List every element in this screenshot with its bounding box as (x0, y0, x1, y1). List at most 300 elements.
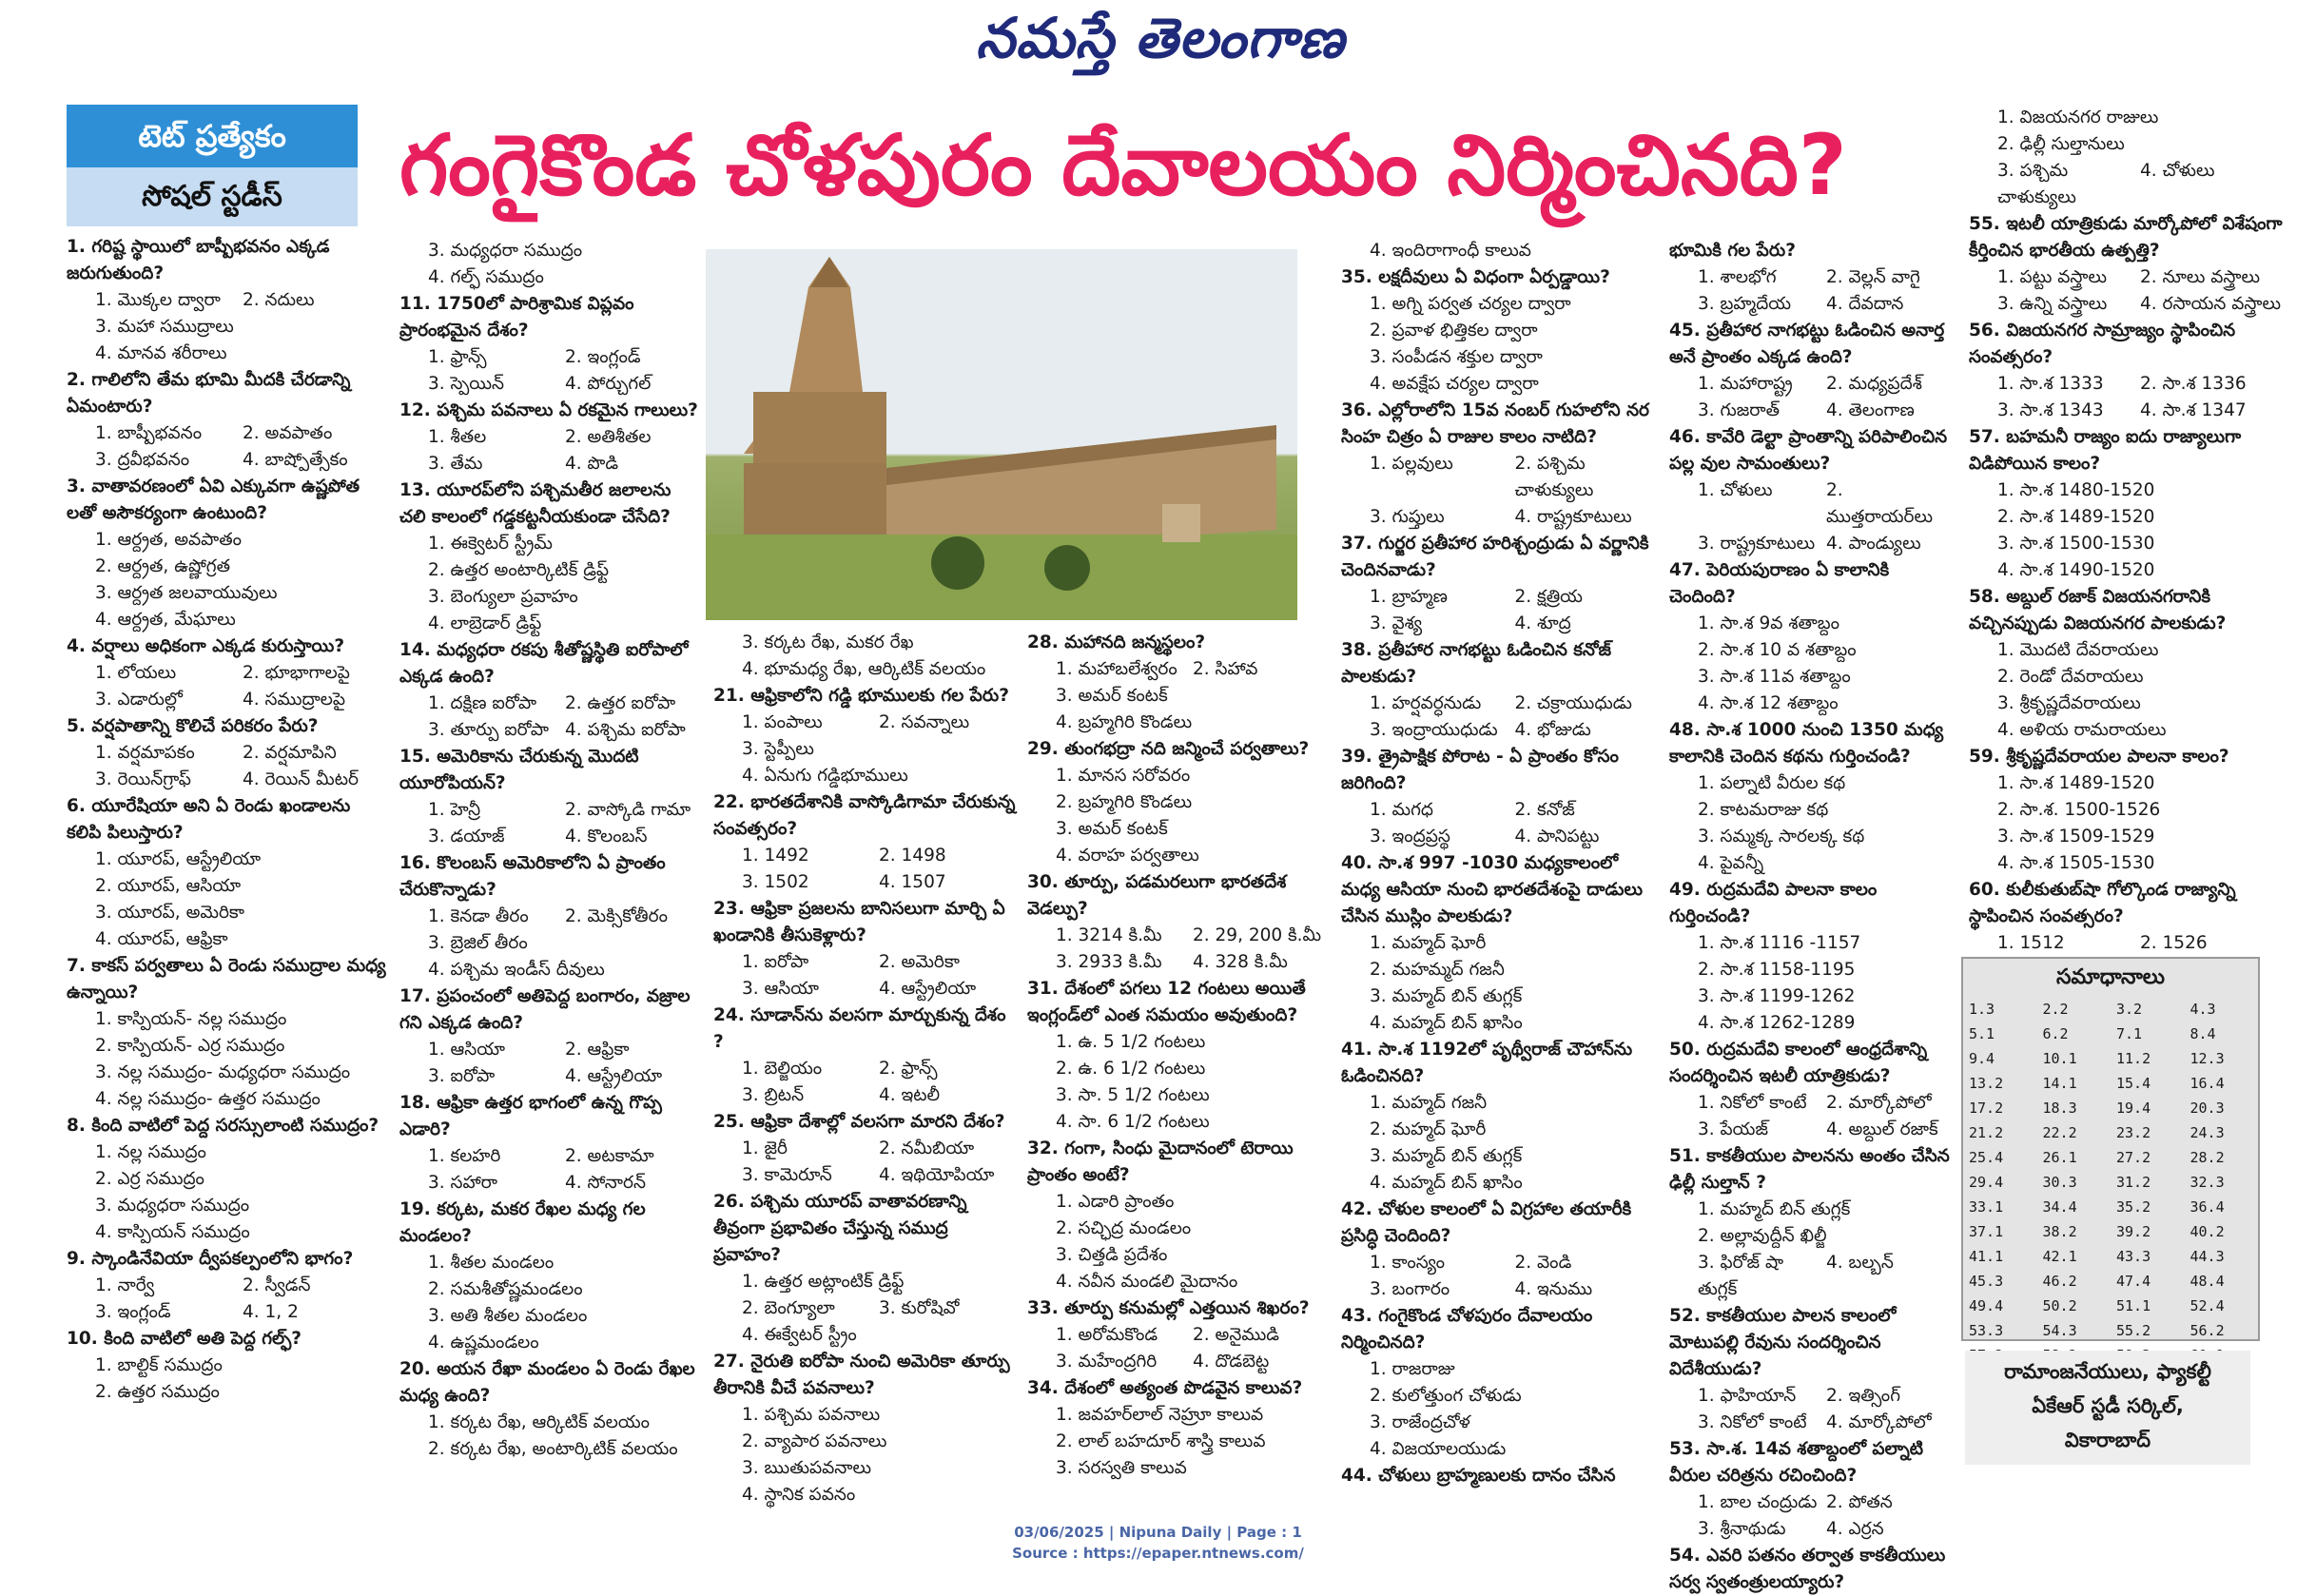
answer-option: 2. సవన్నాలు (879, 712, 970, 732)
answer-option: 4. రసాయన వస్త్రాలు (2140, 294, 2281, 314)
option-row (1969, 398, 2283, 424)
question-text: 39. త్రైపాక్షిక పోరాట - ఏ ప్రాంతం కోసం జరిగింది? (1341, 747, 1619, 793)
section-tag-subject: సోషల్ స్టడీస్ (67, 167, 358, 226)
option-row (1669, 398, 1955, 424)
temple-photo (706, 249, 1297, 620)
option-row (713, 976, 1016, 1002)
option-row (1669, 1489, 1955, 1516)
answer-row (1963, 1170, 2258, 1195)
option-row (1669, 531, 1955, 557)
answer-option: 3. ఉన్ని వస్త్రాలు (1997, 294, 2108, 314)
answer-option: 3. బ్రిటన్ (742, 1085, 805, 1105)
answer-option: 1. నల్ల సముద్రం (95, 1142, 206, 1162)
answer-option: 1. పట్టు వస్త్రాలు (1997, 267, 2107, 287)
answer-option: 1. పల్నాటి వీరుల కథ (1698, 773, 1846, 793)
answer-option: 4. దొడబెట్ట (1193, 1352, 1270, 1372)
answer-cell: 48.4 (2189, 1273, 2225, 1290)
answer-option: 1. మహ్మద్ ఘోరీ (1370, 933, 1487, 953)
question-text: భూమికి గల పేరు? (1669, 241, 1796, 261)
answer-option: 1. ఆర్ద్రత, అవపాతం (95, 530, 242, 550)
questions-column-5 (1341, 238, 1660, 1489)
answer-option: 2. కాస్పియన్- ఎర్ర సముద్రం (95, 1036, 285, 1056)
question-text: 44. చోళులు బ్రాహ్మణులకు దానం చేసిన (1341, 1466, 1616, 1486)
answer-option: 3. తేమ (428, 454, 483, 474)
answer-row (1963, 1096, 2258, 1120)
answer-option: 3. సా.శ 1343 (1997, 400, 2104, 420)
questions-column-1 (67, 234, 390, 1406)
answer-option: 1. అరోమకొండ (1056, 1325, 1158, 1345)
question-text: 56. విజయనగర సామ్రాజ్యం స్థాపించిన సంవత్సరం? (1969, 321, 2236, 367)
answer-cell: 10.1 (2042, 1050, 2077, 1067)
answer-option: 2. వెండి (1514, 1253, 1572, 1273)
answer-option: 4. అళియ రామరాయలు (1997, 720, 2167, 740)
answer-option: 4. అవక్షేప చర్యల ద్వారా (1370, 374, 1539, 394)
answer-cell: 9.4 (1969, 1050, 1995, 1067)
answer-option: 4. 1, 2 (243, 1302, 299, 1322)
option-row (1669, 477, 1955, 531)
question-text: 36. ఎల్లోరాలోని 15వ నంబర్ గుహలోని నర సింహ చిత్రం ఏ రాజుల కాలం నాటిది? (1341, 400, 1649, 447)
answer-option: 3. చిత్తడి ప్రదేశం (1056, 1245, 1168, 1265)
answer-option: 2. వ్యాపార పవనాలు (742, 1431, 887, 1451)
option-row (713, 869, 1016, 896)
answer-option: 2. ఆర్ద్రత, ఉష్ణోగ్రత (95, 556, 230, 576)
question-text: 60. కులీకుతుబ్‌షా గోల్కొండ రాజ్యాన్ని స్థాపించిన సంవత్సరం? (1969, 880, 2236, 926)
option-row (1669, 1383, 1955, 1410)
answer-option: 4. సా.శ 1347 (2140, 400, 2247, 420)
answer-option: 4. రెయిన్ మీటర్ (243, 769, 359, 789)
answers-title: సమాధానాలు (2055, 965, 2166, 989)
answer-option: 4. పశ్చిమ ఐరోపా (565, 720, 686, 740)
answer-option: 2. కాటమరాజు కథ (1698, 800, 1829, 820)
answer-option: 3. ఐరోపా (428, 1066, 496, 1086)
answer-option: 3. సా.శ 11వ శతాబ్దం (1698, 667, 1851, 687)
answer-option: 3. మధ్యధరా సముద్రం (428, 241, 583, 261)
answer-cell: 20.3 (2189, 1100, 2225, 1117)
answer-option: 3. స్పెయిన్ (428, 374, 504, 394)
answer-option: 3. 1502 (742, 872, 809, 892)
answer-option: 4. ఉష్ణమండలం (428, 1333, 539, 1353)
questions-column-6 (1669, 238, 1955, 1596)
option-row (1969, 264, 2283, 291)
answer-option: 3. మధ్యధరా సముద్రం (95, 1196, 250, 1216)
answer-option: 3. బ్రహ్మదేయ (1698, 294, 1792, 314)
answer-option: 4. బాష్పోత్సేకం (243, 450, 348, 470)
answer-cell: 37.1 (1969, 1223, 2004, 1240)
option-row (1669, 291, 1955, 318)
answer-option: 1. చోళులు (1698, 480, 1773, 500)
answer-option: 3. రెయిన్‌గ్రాఫ్ (95, 769, 191, 789)
answer-option: 3. పశ్చిమ చాళుక్యులు (1997, 161, 2076, 207)
question-text: 20. అయన రేఖా మండలం ఏ రెండు రేఖల మధ్య ఉంది? (399, 1359, 695, 1406)
answer-row (1963, 1120, 2258, 1145)
temple-illustration (706, 249, 1297, 620)
answer-option: 4. మహ్మద్ బిన్ ఖాసిం (1370, 1013, 1523, 1033)
answer-option: 4. ఆర్ద్రత, మేఘాలు (95, 610, 236, 630)
answer-option: 1. అగ్ని పర్వత చర్యల ద్వారా (1370, 294, 1571, 314)
question-text: 23. ఆఫ్రికా ప్రజలను బానిసలుగా మార్చి ఏ ఖండానికి తీసుకెళ్లారు? (713, 899, 1005, 945)
answer-cell: 6.2 (2042, 1025, 2069, 1042)
answer-option: 4. పైవన్నీ (1698, 853, 1764, 873)
answer-row (1963, 1195, 2258, 1219)
option-row (1969, 158, 2283, 211)
answer-option: 3. బ్రెజిల్ తీరం (428, 933, 528, 953)
answer-cell: 46.2 (2042, 1273, 2077, 1290)
page-footer (0, 1522, 2316, 1564)
answer-option: 2. మెక్సికోతీరం (565, 906, 668, 926)
answer-option: 4. భోజుడు (1514, 720, 1591, 740)
answer-option: 3. శ్రీనాథుడు (1698, 1519, 1786, 1539)
answer-option: 1. ఫాహియాన్ (1698, 1386, 1797, 1406)
answer-option: 2. సిహావ (1193, 659, 1258, 679)
question-text: 28. మహానది జన్మస్థలం? (1027, 633, 1206, 652)
answers-table (1963, 997, 2258, 1368)
answer-option: 3. ఇంగ్లండ్ (95, 1302, 171, 1322)
answer-option: 2. వెల్లన్ వాగై (1826, 267, 1920, 287)
answer-option: 4. సా.శ 12 శతాబ్దం (1698, 693, 1839, 713)
question-text: 41. సా.శ 1192లో పృథ్వీరాజ్ చౌహాన్‌ను ఓడించినది? (1341, 1040, 1633, 1086)
question-text: 34. దేశంలో అత్యంత పొడవైన కాలువ? (1027, 1378, 1303, 1398)
option-row (1341, 1250, 1660, 1276)
option-row (1341, 1276, 1660, 1303)
answer-option: 1. పంపాలు (742, 712, 823, 732)
question-text: 2. గాలిలోని తేమ భూమి మీదకి చేరడాన్ని ఏమంటారు? (67, 370, 351, 417)
question-text: 40. సా.శ 997 -1030 మధ్యకాలంలో మధ్య ఆసియా నుంచి భారతదేశంపై దాడులు చేసిన ముస్లిం పాలకుడు? (1341, 853, 1643, 926)
answer-option: 4. మహ్మద్ బిన్ ఖాసిం (1370, 1173, 1523, 1193)
answer-cell: 22.2 (2042, 1124, 2077, 1141)
option-row (67, 287, 390, 314)
answer-option: 4. ఇనుము (1514, 1279, 1593, 1299)
option-row (713, 1162, 1016, 1189)
answer-option: 2. 29, 200 కి.మీ (1193, 925, 1322, 945)
question-text: 11. 1750లో పారిశ్రామిక విప్లవం ప్రారంభమైన దేశం? (399, 294, 634, 341)
answer-option: 4. స్థానిక పవనం (742, 1485, 856, 1505)
answer-option: 2. సా.శ. 1500-1526 (1997, 800, 2161, 820)
credit-line: వికారాబాద్ (2064, 1429, 2151, 1451)
answer-option: 2. 1498 (879, 846, 946, 866)
answer-cell: 35.2 (2116, 1198, 2151, 1216)
answer-cell: 12.3 (2189, 1050, 2225, 1067)
question-text: 10. కింది వాటిలో అతి పెద్ద గల్ఫ్? (67, 1329, 302, 1349)
answer-option: 1. హర్షవర్ధనుడు (1370, 693, 1482, 713)
answer-option: 1. మగధ (1370, 800, 1433, 820)
option-row (67, 1273, 390, 1299)
footer-source-line: Source : https://epaper.ntnews.com/ (1012, 1545, 1304, 1562)
option-row (1341, 584, 1660, 611)
answer-row (1963, 1022, 2258, 1046)
answer-cell: 5.1 (1969, 1025, 1995, 1042)
question-text: 6. యూరేషియా అని ఏ రెండు ఖండాలను కలిపి పిలుస్తారు? (67, 796, 351, 843)
option-row (399, 344, 702, 371)
answer-cell: 24.3 (2189, 1124, 2225, 1141)
answer-option: 4. ఇటలీ (879, 1085, 941, 1105)
answer-option: 3. అమర్ కంటక్ (1056, 686, 1168, 706)
option-row (1341, 717, 1660, 744)
answer-option: 3. 2933 కి.మీ (1056, 952, 1162, 972)
answer-option: 1. సా.శ 1489-1520 (1997, 773, 2155, 793)
answer-option: 3. సా.శ 1199-1262 (1698, 986, 1856, 1006)
answer-option: 2. ఉత్తర అంటార్కిటిక్ డ్రిఫ్ట్ (428, 560, 610, 580)
question-text: 19. కర్కట, మకర రేఖల మధ్య గల మండలం? (399, 1199, 646, 1246)
answer-option: 3. ఆసియా (742, 979, 820, 999)
question-text: 3. వాతావరణంలో ఏవి ఎక్కువగా ఉష్ణపోత లతో అసౌకర్యంగా ఉంటుంది? (67, 477, 360, 523)
question-text: 38. ప్రతీహార నాగభట్టు ఓడించిన కనోజ్ పాలకుడు? (1341, 640, 1612, 687)
answer-option: 1. మానస సరోవరం (1056, 766, 1191, 786)
answer-option: 1. బాల్టిక్ సముద్రం (95, 1355, 223, 1375)
option-row (1341, 691, 1660, 717)
option-row (399, 824, 702, 850)
answer-option: 3. ఎడారుల్లో (95, 690, 183, 710)
option-row (67, 660, 390, 687)
option-row (399, 1063, 702, 1090)
answer-cell: 41.1 (1969, 1248, 2004, 1265)
answer-option: 3. కురోషివో (879, 1298, 960, 1318)
question-text: 51. కాకతీయుల పాలనను అంతం చేసిన ఢిల్లీ సుల్తాన్ ? (1669, 1146, 1950, 1193)
answer-option: 2. కులోత్తుంగ చోళుడు (1370, 1386, 1522, 1406)
answer-option: 2. స్వీడన్ (243, 1275, 311, 1295)
answer-option: 2. మార్కోపోలో (1826, 1093, 1932, 1113)
option-row (1669, 1117, 1955, 1143)
answer-cell: 29.4 (1969, 1174, 2004, 1191)
answer-option: 1. ఫ్రాన్స్ (428, 347, 487, 367)
answer-cell: 26.1 (2042, 1149, 2077, 1166)
answer-option: 2. బెంగ్యూలా (742, 1298, 835, 1318)
answer-cell: 3.2 (2116, 1001, 2143, 1018)
answer-cell: 34.4 (2042, 1198, 2077, 1216)
questions-column-4 (1027, 630, 1330, 1482)
answer-option: 3. గుప్తులు (1370, 507, 1445, 527)
answer-option: 3. మహ్మద్ బిన్ తుగ్లక్ (1370, 1146, 1523, 1166)
answer-option: 1. విజయనగర రాజులు (1997, 107, 2159, 127)
answer-cell: 55.2 (2116, 1322, 2151, 1339)
question-text: 9. స్కాండినేవియా ద్వీపకల్పంలోని భాగం? (67, 1249, 354, 1269)
answer-option: 1. శీతల మండలం (428, 1253, 555, 1273)
question-text: 7. కాకస్ పర్వతాలు ఏ రెండు సముద్రాల మధ్య ఉన్నాయి? (67, 956, 386, 1002)
answer-option: 3. పేయజ్ (1698, 1119, 1768, 1139)
answer-option: 4. 328 కి.మీ (1193, 952, 1288, 972)
answer-option: 1. మహాబలేశ్వరం (1056, 659, 1177, 679)
section-tag-top: టెట్ ప్రత్యేకం (67, 105, 358, 167)
answer-option: 4. శూద్ర (1514, 613, 1571, 633)
answer-option: 1. శీతల (428, 427, 487, 447)
answer-option: 4. ఈక్వేటర్ స్ట్రీం (742, 1325, 857, 1345)
question-text: 55. ఇటలీ యాత్రికుడు మార్కోపోలో విశేషంగా కీర్తించిన భారతీయ ఉత్పత్తి? (1969, 214, 2283, 261)
answer-option: 3. సా. 5 1/2 గంటలు (1056, 1085, 1210, 1105)
answer-option: 1. బాల చంద్రుడు (1698, 1492, 1818, 1512)
answer-cell: 13.2 (1969, 1075, 2004, 1092)
answer-option: 4. దేవదాన (1826, 294, 1904, 314)
option-row (1969, 930, 2283, 957)
answer-option: 2. ముత్తరాయర్‌లు (1826, 480, 1933, 527)
question-text: 16. కొలంబస్ అమెరికాలోని ఏ ప్రాంతం చేరుకొన్నాడు? (399, 853, 666, 900)
answer-cell: 36.4 (2189, 1198, 2225, 1216)
question-text: 57. బహమనీ రాజ్యం ఐదు రాజ్యాలుగా విడిపోయిన కాలం? (1969, 427, 2242, 474)
option-row (399, 371, 702, 398)
option-row (713, 710, 1016, 736)
question-text: 18. ఆఫ్రికా ఉత్తర భాగంలో ఉన్న గొప్ప ఎడారి? (399, 1093, 662, 1139)
option-row (399, 451, 702, 477)
question-text: 17. ప్రపంచంలో అతిపెద్ద బంగారం, వజ్రాల గని ఎక్కడ ఉంది? (399, 986, 691, 1033)
answer-option: 3. ఇంద్రప్రస్థ (1370, 827, 1450, 847)
answer-option: 2. నూలు వస్త్రాలు (2140, 267, 2261, 287)
answer-option: 2. సా.శ 1158-1195 (1698, 960, 1856, 980)
answer-cell: 21.2 (1969, 1124, 2004, 1141)
answer-row (1963, 1269, 2258, 1294)
answer-cell: 7.1 (2116, 1025, 2143, 1042)
answer-option: 1. మహ్మద్ గజనీ (1370, 1093, 1488, 1113)
question-text: 43. గంగైకొండ చోళపురం దేవాలయం నిర్మించినది? (1341, 1306, 1593, 1353)
question-text: 14. మధ్యధరా రకపు శీతోష్ణస్థితి ఐరోపాలో ఎక్కడ ఉంది? (399, 640, 689, 687)
option-row (399, 1037, 702, 1063)
option-row (713, 1136, 1016, 1162)
option-row (1341, 824, 1660, 850)
question-text: 48. సా.శ 1000 నుంచి 1350 మధ్య కాలానికి చెందిన కథను గుర్తించండి? (1669, 720, 1944, 767)
answer-cell: 53.3 (1969, 1322, 2004, 1339)
answer-option: 2. ఉ. 6 1/2 గంటలు (1056, 1059, 1206, 1079)
option-row (1341, 797, 1660, 824)
answer-option: 3. డయాజ్ (428, 827, 505, 847)
answer-row (1963, 1219, 2258, 1244)
answer-cell: 32.3 (2189, 1174, 2225, 1191)
answer-option: 3. గుజరాత్ (1698, 400, 1780, 420)
answer-option: 4. మార్కోపోలో (1826, 1412, 1932, 1432)
answer-cell: 15.4 (2116, 1075, 2151, 1092)
answer-option: 1. వర్షమాపకం (95, 743, 195, 763)
option-row (399, 797, 702, 824)
answer-option: 2. ఉత్తర సముద్రం (95, 1382, 220, 1402)
question-text: 52. కాకతీయుల పాలన కాలంలో మోటుపల్లి రేవును సందర్శించిన విదేశీయుడు? (1669, 1306, 1897, 1379)
answer-cell: 38.2 (2042, 1223, 2077, 1240)
answer-option: 4. సా.శ 1490-1520 (1997, 560, 2155, 580)
answer-option: 1. సా.శ 1480-1520 (1997, 480, 2155, 500)
questions-column-7 (1969, 105, 2283, 983)
answer-option: 3. కర్కట రేఖ, మకర రేఖ (742, 633, 914, 652)
answer-cell: 27.2 (2116, 1149, 2151, 1166)
answer-option: 3. ఆర్ద్రత జలవాయువులు (95, 583, 278, 603)
credit-line: ఏకేఆర్ స్టడీ సర్కిల్, (2032, 1394, 2184, 1417)
answer-option: 3. నల్ల సముద్రం- మధ్యధరా సముద్రం (95, 1062, 351, 1082)
answer-option: 1. యూరప్, ఆస్ట్రేలియా (95, 849, 262, 869)
answer-option: 3. నికోలో కాంటే (1698, 1412, 1807, 1432)
answer-option: 4. సముద్రాలపై (243, 690, 346, 710)
option-row (399, 691, 702, 717)
answer-option: 3. మహ్మద్ బిన్ తుగ్లక్ (1370, 986, 1523, 1006)
answer-option: 2. ఇత్సింగ్ (1826, 1386, 1900, 1406)
answer-option: 2. నదులు (243, 290, 315, 310)
answer-cell: 11.2 (2116, 1050, 2151, 1067)
answer-option: 3. యూరప్, అమెరికా (95, 903, 244, 923)
answer-option: 2. అటకామా (565, 1146, 654, 1166)
answer-option: 2. మధ్యప్రదేశ్ (1826, 374, 1922, 394)
answer-option: 1. ఉత్తర అట్లాంటిక్ డ్రిఫ్ట్ (742, 1272, 905, 1292)
answer-cell: 45.3 (1969, 1273, 2004, 1290)
section-tag (67, 105, 358, 226)
answer-option: 3. బంగారం (1370, 1279, 1450, 1299)
option-row (1027, 923, 1330, 949)
question-text: 37. గుర్జర ప్రతీహార హరిశ్చంద్రుడు ఏ వర్ణానికి చెందినవాడు? (1341, 534, 1649, 580)
option-row (399, 424, 702, 451)
answer-option: 1. ఈక్వెటర్ స్ట్రీమ్ (428, 534, 553, 554)
answer-option: 4. ఏనుగు గడ్డిభూములు (742, 766, 908, 786)
option-row (399, 1143, 702, 1170)
option-row (399, 717, 702, 744)
answer-option: 2. సా.శ 1336 (2140, 374, 2247, 394)
answer-option: 1. బాష్పీభవనం (95, 423, 203, 443)
question-text: 24. సూడాన్‌ను వలసగా మార్చుకున్న దేశం ? (713, 1005, 1006, 1052)
answer-option: 2. అమెరికా (879, 952, 960, 972)
question-text: 15. అమెరికాను చేరుకున్న మొదటి యూరోపియన్? (399, 747, 639, 793)
answer-option: 2. యూరప్, ఆసియా (95, 876, 242, 896)
answer-cell: 19.4 (2116, 1100, 2151, 1117)
question-text: 21. ఆఫ్రికాలోని గడ్డి భూములకు గల పేరు? (713, 686, 1009, 706)
option-row (67, 767, 390, 793)
answer-option: 4. వరాహ పర్వతాలు (1056, 846, 1199, 866)
answer-option: 4. లాబ్రెడార్ డ్రిఫ్ట్ (428, 613, 542, 633)
answer-option: 1. 1492 (742, 846, 809, 866)
answer-option: 3. సరస్వతి కాలువ (1056, 1458, 1187, 1478)
option-row (1969, 291, 2283, 318)
question-text: 46. కావేరి డెల్టా ప్రాంతాన్ని పరిపాలించిన పల్ల వుల సామంతులు? (1669, 427, 1948, 474)
answer-option: 2. ఉత్తర ఐరోపా (565, 693, 676, 713)
question-text: 4. వర్షాలు అధికంగా ఎక్కడ కురుస్తాయి? (67, 636, 345, 656)
answer-option: 2. ఎర్ర సముద్రం (95, 1169, 204, 1189)
answer-option: 4. బల్బన్ (1826, 1253, 1894, 1273)
question-text: 22. భారతదేశానికి వాస్కోడిగామా చేరుకున్న సంవత్సరం? (713, 792, 1016, 839)
answer-row (1963, 997, 2258, 1022)
answer-option: 4. ఇథియోపియా (879, 1165, 995, 1185)
answer-option: 1. బ్రాహ్మణ (1370, 587, 1448, 607)
option-row (1341, 451, 1660, 504)
answer-option: 3. స్టెప్పీలు (742, 739, 814, 759)
answer-option: 2. చక్రాయుధుడు (1514, 693, 1632, 713)
answer-option: 4. తెలంగాణ (1826, 400, 1915, 420)
answer-option: 4. నవీన మండలి మైదానం (1056, 1272, 1238, 1292)
answer-option: 2. వాస్కోడి గామా (565, 800, 691, 820)
answer-option: 3. ఋతుపవనాలు (742, 1458, 872, 1478)
answer-option: 1. 3214 కి.మీ (1056, 925, 1162, 945)
answer-option: 3. వైశ్య (1370, 613, 1423, 633)
answer-option: 2. పశ్చిమ చాళుక్యులు (1514, 454, 1594, 500)
option-row (1027, 656, 1330, 683)
answer-cell: 33.1 (1969, 1198, 2004, 1216)
answer-option: 3. ఫిరోజ్ షా తుగ్లక్ (1698, 1253, 1784, 1299)
option-row (67, 447, 390, 474)
answer-option: 1. దక్షిణ ఐరోపా (428, 693, 537, 713)
question-text: 12. పశ్చిమ పవనాలు ఏ రకమైన గాలులు? (399, 400, 698, 420)
answer-option: 1. జవహర్‌లాల్ నెహ్రూ కాలువ (1056, 1405, 1264, 1425)
answer-option: 3. సహారా (428, 1173, 497, 1193)
question-text: 54. ఎవరి పతనం తర్వాత కాకతీయులు సర్వ స్వతంత్రులయ్యారు? (1669, 1546, 1946, 1592)
answer-option: 4. ఆస్ట్రేలియా (879, 979, 977, 999)
answer-option: 1. సా.శ 9వ శతాబ్దం (1698, 613, 1839, 633)
answer-option: 1. పల్లవులు (1370, 454, 1453, 474)
answer-cell: 30.3 (2042, 1174, 2077, 1191)
answer-option: 2. సచ్ఛిద్ర మండలం (1056, 1218, 1192, 1238)
answer-option: 4. అబ్దుల్ రజాక్ (1826, 1119, 1938, 1139)
answer-option: 3. ద్రవీభవనం (95, 450, 190, 470)
answer-row (1963, 1145, 2258, 1170)
author-credit (1965, 1351, 2250, 1465)
answer-option: 3. తూర్పు ఐరోపా (428, 720, 549, 740)
answer-option: 2. లాల్ బహదూర్ శాస్త్రి కాలువ (1056, 1431, 1266, 1451)
answer-option: 1. ఉ. 5 1/2 గంటలు (1056, 1032, 1206, 1052)
answer-option: 3. ఇంద్రాయుధుడు (1370, 720, 1498, 740)
question-text: 58. అబ్దుల్ రజాక్ విజయనగరానికి వచ్చినప్పుడు విజయనగర పాలకుడు? (1969, 587, 2227, 633)
option-row (399, 1170, 702, 1197)
answer-option: 4. ఆస్ట్రేలియా (565, 1066, 663, 1086)
answer-cell: 2.2 (2042, 1001, 2069, 1018)
answer-option: 4. యూరప్, ఆఫ్రికా (95, 929, 228, 949)
answer-option: 3. సంపీడన శక్తుల ద్వారా (1370, 347, 1543, 367)
